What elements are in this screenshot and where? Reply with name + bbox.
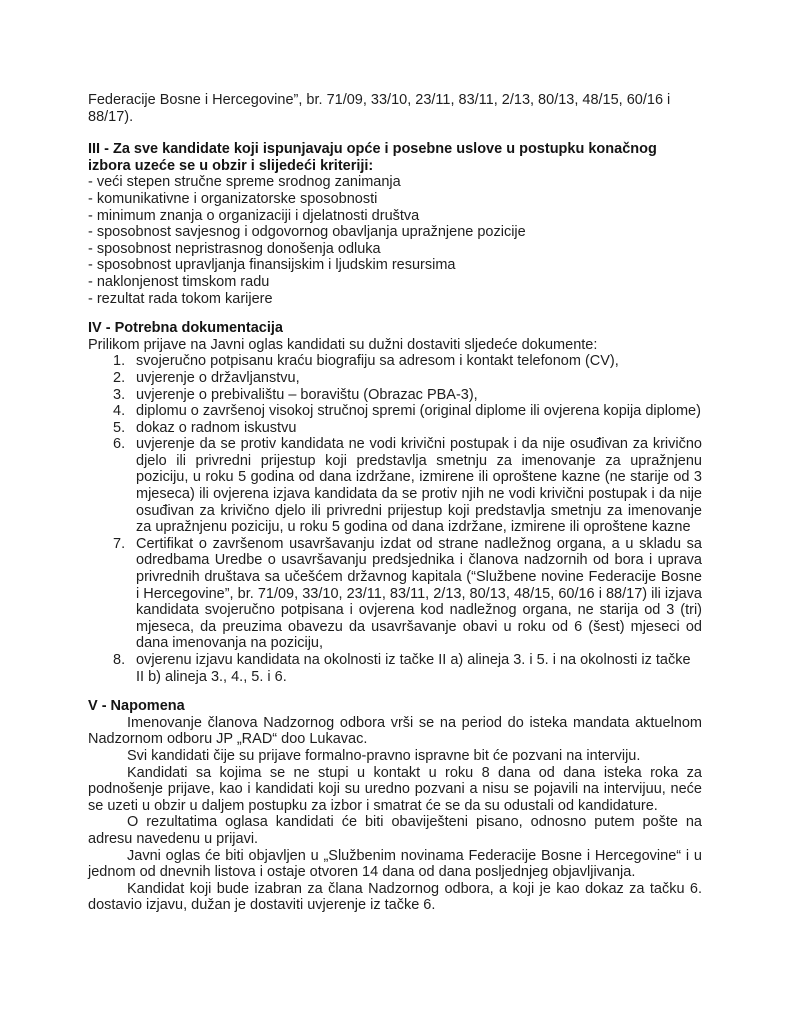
intro-continuation-paragraph: Federacije Bosne i Hercegovine”, br. 71/09, 33/10, 23/11, 83/11, 2/13, 80/13, 48/15, 60/16 i 88/17). [88,92,671,125]
document-item-number: 3. [113,386,126,403]
document-item-number: 5. [113,419,126,436]
documents-list [88,353,702,685]
spacer [88,307,702,320]
spacer [88,125,702,141]
note-paragraph: Imenovanje članova Nadzornog odbora vrši se na period do isteka mandata aktuelnom Nadzornom odboru JP „RAD“ doo Lukavac. [88,714,702,748]
document-item [88,536,702,652]
document-item [88,652,702,685]
note-paragraph: O rezultatima oglasa kandidati će biti obaviješteni pisano, odnosno putem pošte na adresu navedenu u prijavi. [88,814,702,847]
criterion-item: - sposobnost savjesnog i odgovornog obavljanja upražnjene pozicije [88,224,526,241]
document-item-number: 6. [113,436,126,453]
document-item-number: 7. [113,535,126,552]
criteria-list [88,174,702,307]
document-item [88,420,702,437]
note-paragraph: Kandidati sa kojima se ne stupi u kontakt u roku 8 dana od dana isteka roka za podnošenje prijave, kao i kandidati koji su uredno pozvani a nisu se pojavili na intervijuu, neće se uzeti u obzir u daljem postupku za izbor i smatrat će se da su odustali od kandidature. [88,764,702,814]
document-item-text: ovjerenu izjavu kandidata na okolnosti iz tačke II a) alineja 3. i 5. i na okolnosti iz tačke II b) alineja 3., 4., 5. i 6. [136,652,691,685]
section-iii-heading: III - Za sve kandidate koji ispunjavaju opće i posebne uslove u postupku konačnog izbora uzeće se u obzir i slijedeći kriteriji: [88,141,657,174]
document-item [88,436,702,536]
criterion-item: - minimum znanja o organizaciji i djelatnosti društva [88,207,420,224]
criterion-item: - naklonjenost timskom radu [88,273,270,290]
criterion-item: - sposobnost upravljanja finansijskim i ljudskim resursima [88,257,456,274]
document-item-text: uvjerenje o prebivalištu – boravištu (Obrazac PBA-3), [136,386,478,403]
document-item [88,403,702,420]
document-item-number: 8. [113,652,126,668]
document-item-text: Certifikat o završenom usavršavanju izdat od strane nadležnog organa, a u skladu sa odredbama Uredbe o usavršavanju predsjednika i članova nadzornih od bora i uprava privrednih društava sa učešćem državnog kapitala (“Službene novine Federacije Bosne i Hercegovine”, br. 71/09, 33/10, 23/11, 83/11, 2/13, 80/13, 48/15, 60/16 i 88/17) ili izjava kandidata svojeručno potpisana i ovjerena kod nadležnog organa, ne starija od 3 (tri) mjeseca, da preuzima obavezu da usavršavanje obavi u roku od 6 (šest) mjeseci od dana imenovanja na poziciju, [136,535,702,652]
document-item [88,387,702,404]
section-iv-intro: Prilikom prijave na Javni oglas kandidati su dužni dostaviti sljedeće dokumente: [88,336,598,353]
document-item-number: 1. [113,353,126,370]
criterion-item: - veći stepen stručne spreme srodnog zanimanja [88,174,401,191]
document-item [88,370,702,387]
document-item-text: uvjerenje da se protiv kandidata ne vodi krivični postupak i da nije osuđivan za krivično djelo ili privredni prijestup koji predstavlja smetnju za imenovanje za upražnjenu poziciju, u roku 5 godina od dana izdržane, izmirene ili oproštene kazne (ne starije od 3 mjeseca) ili ovjerena izjava kandidata da se protiv njih ne vodi krivični postupak i da nije osuđivan za krivično djelo ili privredni prijestup koji predstavlja smetnju za imenovanje za upražnjenu poziciju, u roku 5 godina od dana izdržane, izmirene ili oproštene kazne [136,436,702,536]
document-item-number: 4. [113,403,126,420]
document-item-text: svojeručno potpisanu kraću biografiju sa adresom i kontakt telefonom (CV), [136,353,619,370]
note-paragraph: Javni oglas će biti objavljen u „Službenim novinama Federacije Bosne i Hercegovine“ i u jednom od dnevnih listova i ostaje otvoren 14 dana od dana posljednjeg objavljivanja. [88,847,702,881]
criterion-item: - rezultat rada tokom karijere [88,290,273,307]
section-iv-heading: IV - Potrebna dokumentacija [88,320,283,337]
criterion-item: - komunikativne i organizatorske sposobnosti [88,190,378,207]
document-item-text: dokaz o radnom iskustvu [136,419,297,436]
spacer [88,685,702,698]
document-item [88,353,702,370]
criterion-item: - sposobnost nepristrasnog donošenja odluka [88,240,381,257]
document-item-text: uvjerenje o državljanstvu, [136,369,300,386]
notes-paragraphs [88,715,702,914]
section-v-heading: V - Napomena [88,698,185,715]
note-paragraph: Svi kandidati čije su prijave formalno-pravno ispravne bit će pozvani na interviju. [127,747,641,764]
note-paragraph: Kandidat koji bude izabran za člana Nadzornog odbora, a koji je kao dokaz za tačku 6. dostavio izjavu, dužan je dostaviti uvjerenje iz tačke 6. [88,880,702,914]
document-content [88,92,702,914]
document-item-text: diplomu o završenoj visokoj stručnoj spremi (original diplome ili ovjerena kopija diplome) [136,403,701,420]
document-item-number: 2. [113,369,126,386]
